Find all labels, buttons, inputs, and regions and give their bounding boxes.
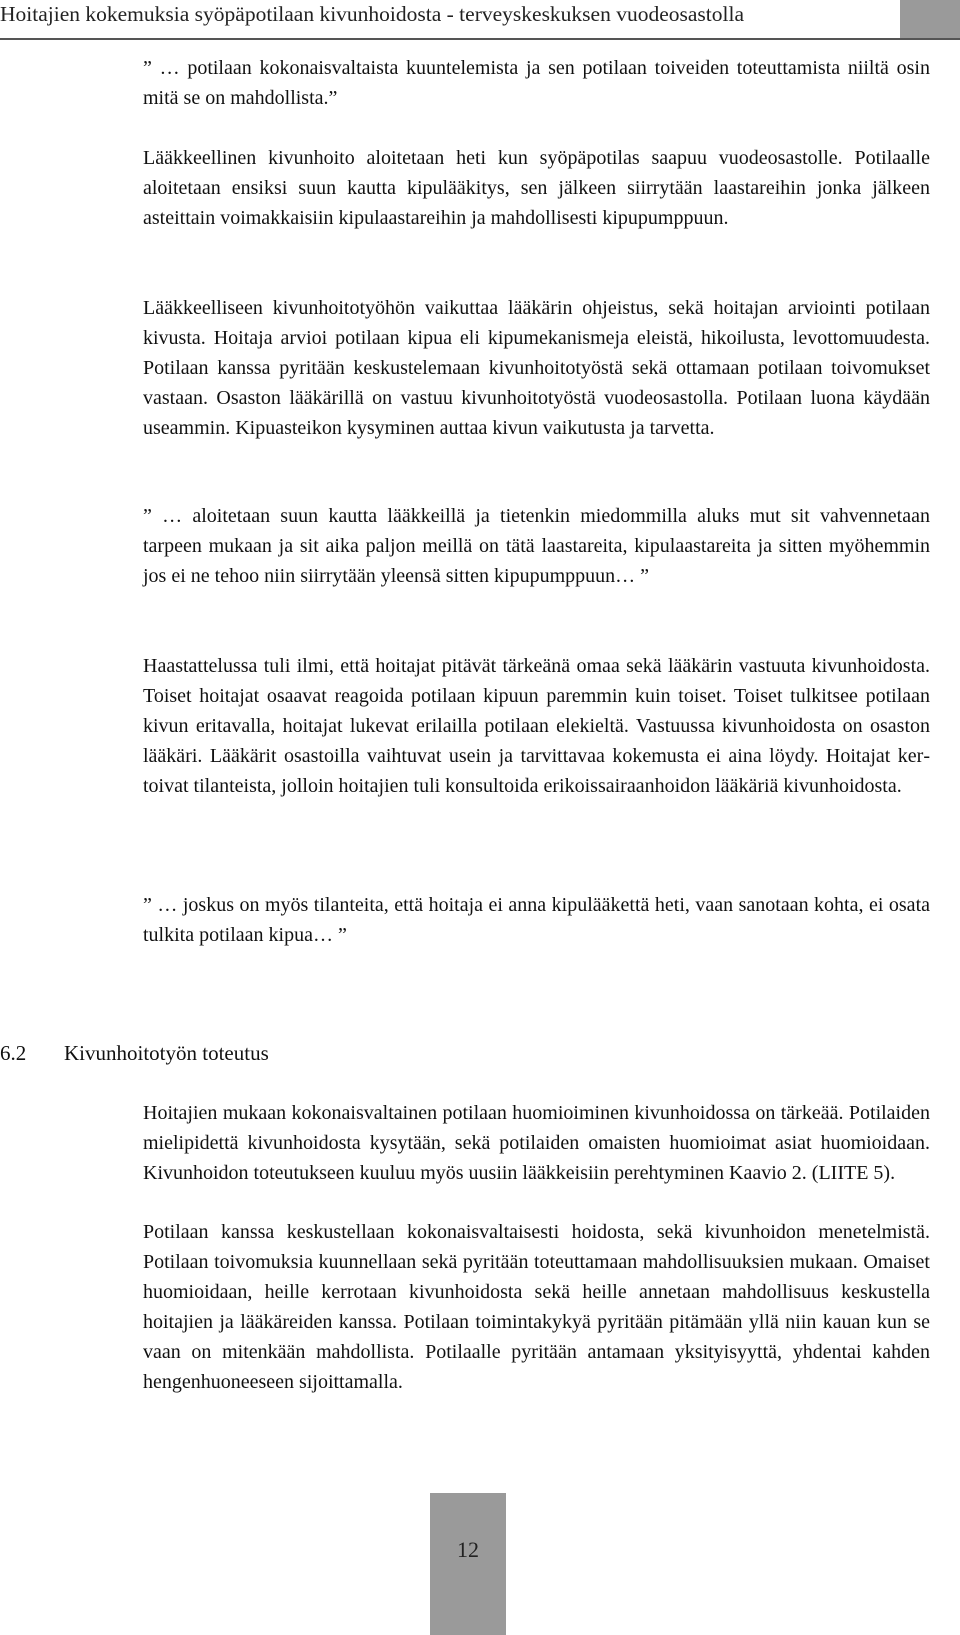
body-paragraph-5: Potilaan kanssa keskustellaan kokonaisvaltaisesti hoidosta, sekä kivunhoidon menetelmistä. Potilaan toivomuksia kuunnellaan sekä pyritään toteuttamaan mahdollisuuksien mukaan. Omaiset huomioidaan, heille kerrotaan kivunhoidosta sekä heille annetaan mahdollisuus keskustella hoitajien ja lääkäreiden kanssa. Potilaan toimintakykyä pyritään pitämään yllä niin kauan kun se vaan on mitenkään mahdollista. Potilaalle pyritään antamaan yksityisyyttä, yhdentai kahden hengenhuoneeseen sijoittamalla. [143, 1221, 930, 1393]
running-header-title: Hoitajien kokemuksia syöpäpotilaan kivunhoidosta - terveyskeskuksen vuodeosastolla [0, 2, 744, 26]
section-heading: Kivunhoitotyön toteutus [64, 1041, 269, 1065]
page-number: 12 [457, 1537, 479, 1562]
running-header [0, 0, 960, 40]
quote-paragraph-1: ” … potilaan kokonaisvaltaista kuuntelemista ja sen potilaan toiveiden toteuttamista niiltä osin mitä se on mahdollista.” [143, 57, 930, 109]
body-paragraph-3: Haastattelussa tuli ilmi, että hoitajat pitävät tärkeänä omaa sekä lääkärin vastuuta kivunhoidosta. Toiset hoitajat osaavat reagoida potilaan kipuun paremmin kuin toiset. Toiset tulkitsee potilaan kivun eritavalla, hoitajat lukevat erilailla potilaan elekieltä. Vastuussa kivunhoidosta on osaston lääkäri. Lääkärit osastoilla vaihtuvat usein ja tarvittavaa kokemusta ei aina löydy. Hoitajat kertoivat tilanteista, jolloin hoitajien tuli konsultoida erikoissairaanhoidon lääkäriä kivunhoidosta. [143, 655, 930, 797]
body-paragraph-1: Lääkkeellinen kivunhoito aloitetaan heti kun syöpäpotilas saapuu vuodeosastolle. Potilaalle aloitetaan ensiksi suun kautta kipulääkitys, sen jälkeen siirrytään laastareihin jonka jälkeen asteittain voimakkaisiin kipulaastareihin ja mahdollisesti kipupumppuun. [143, 147, 930, 229]
body-paragraph-2: Lääkkeelliseen kivunhoitotyöhön vaikuttaa lääkärin ohjeistus, sekä hoitajan arviointi potilaan kivusta. Hoitaja arvioi potilaan kipua eli kipumekanismeja eleistä, hikoilusta, levottomuudesta. Potilaan kanssa pyritään keskustelemaan kivunhoitotyöstä sekä ottamaan potilaan toivomukset vastaan. Osaston lääkärillä on vastuu kivunhoitotyöstä vuodeosastolla. Potilaan luona käydään useammin. Kipuasteikon kysyminen auttaa kivun vaikutusta ja tarvetta. [143, 297, 930, 439]
quote-paragraph-2: ” … aloitetaan suun kautta lääkkeillä ja tietenkin miedommilla aluks mut sit vahvennetaan tarpeen mukaan ja sit aika paljon meillä on tätä laastareita, kipulaastareita ja sitten myöhemmin jos ei ne tehoo niin siirrytään yleensä sitten kipupumppuun… ” [143, 505, 930, 587]
quote-paragraph-3: ” … joskus on myös tilanteita, että hoitaja ei anna kipulääkettä heti, vaan sanotaan kohta, ei osata tulkita potilaan kipua… ” [143, 894, 930, 946]
body-paragraph-4: Hoitajien mukaan kokonaisvaltainen potilaan huomioiminen kivunhoidossa on tärkeää. Potilaiden mielipidettä kivunhoidosta kysytään, sekä potilaiden omaisten huomioimat asiat huomioidaan. Kivunhoidon toteutukseen kuuluu myös uusiin lääkkeisiin perehtyminen Kaavio 2. (LIITE 5). [143, 1102, 930, 1184]
header-decorative-bar [900, 0, 960, 38]
section-number: 6.2 [0, 1041, 27, 1065]
page-number-box [430, 1493, 506, 1635]
